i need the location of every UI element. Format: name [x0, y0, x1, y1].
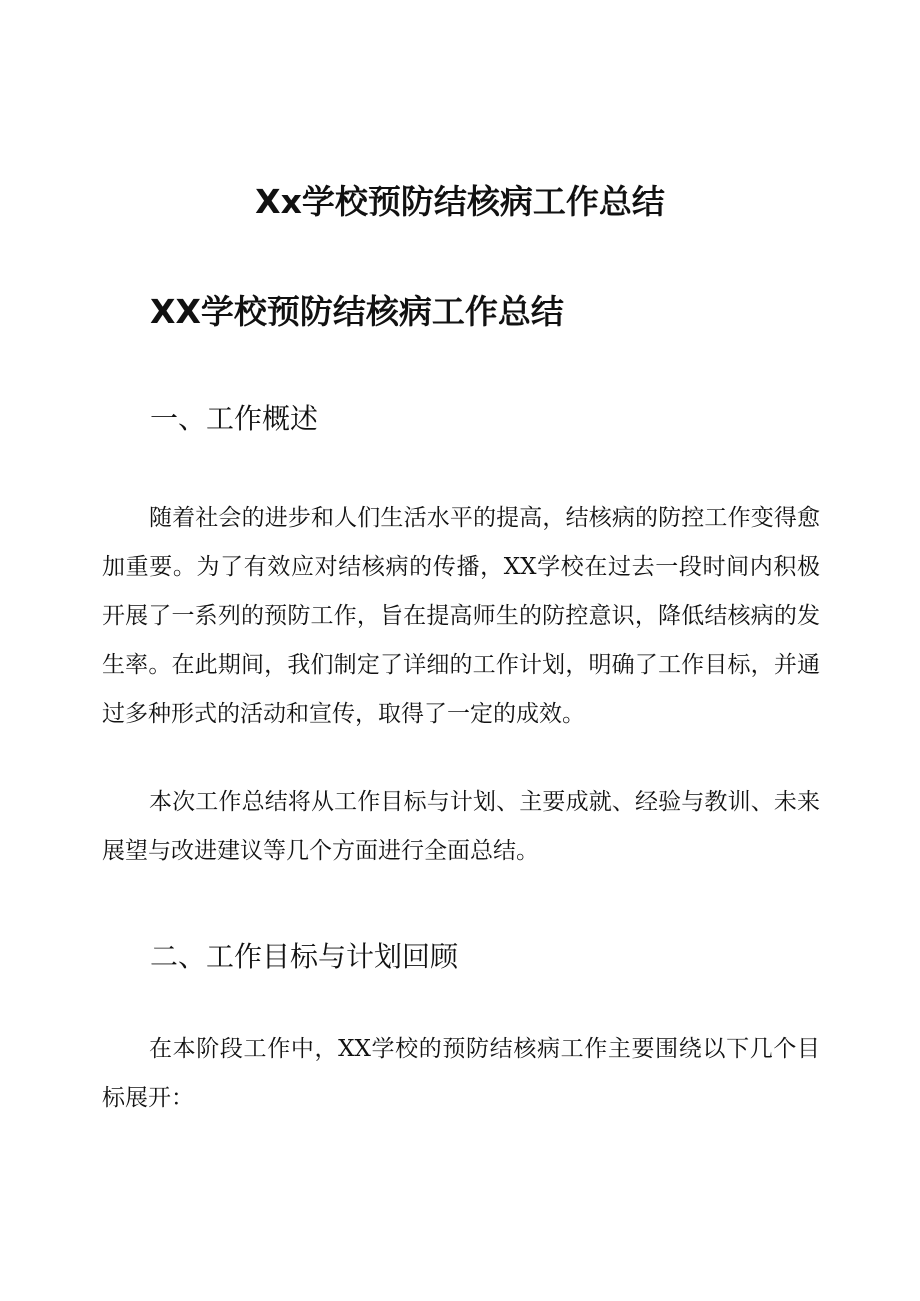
document-title: Xx学校预防结核病工作总结 [255, 182, 665, 221]
paragraph-goals-1: 在本阶段工作中，XX学校的预防结核病工作主要围绕以下几个目标展开： [102, 1036, 820, 1111]
document-subtitle: XX学校预防结核病工作总结 [150, 292, 564, 331]
paragraph-overview-2: 本次工作总结将从工作目标与计划、主要成就、经验与教训、未来展望与改进建议等几个方面进行全面总结。 [102, 789, 820, 864]
paragraph-overview-1: 随着社会的进步和人们生活水平的提高，结核病的防控工作变得愈加重要。为了有效应对结核病的传播，XX学校在过去一段时间内积极开展了一系列的预防工作，旨在提高师生的防控意识，降低结核病的发生率。在此期间，我们制定了详细的工作计划，明确了工作目标，并通过多种形式的活动和宣传，取得了一定的成效。 [102, 505, 820, 727]
section-heading-overview: 一、工作概述 [150, 402, 319, 435]
section-heading-goals-review: 二、工作目标与计划回顾 [150, 940, 459, 973]
